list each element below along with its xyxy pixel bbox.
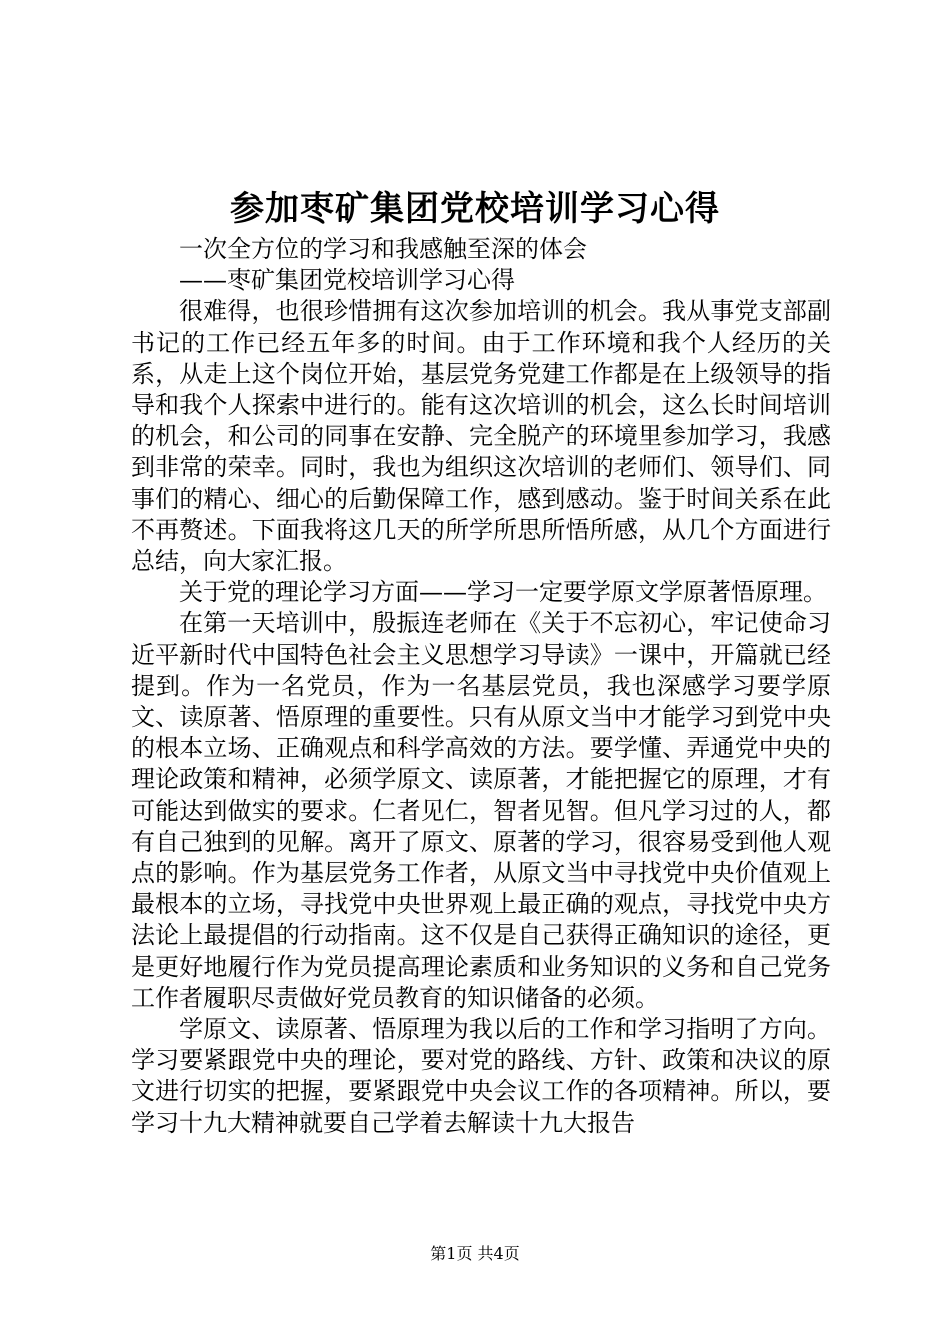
body-paragraph: 学原文、读原著、悟原理为我以后的工作和学习指明了方向。学习要紧跟党中央的理论，要对党的路线、方针、政策和决议的原文进行切实的把握，要紧跟党中央会议工作的各项精神。所以，要学习十九大精神就要自己学着去解读十九大报告 bbox=[131, 1015, 831, 1137]
body-paragraph: 在第一天培训中，殷振连老师在《关于不忘初心，牢记使命习近平新时代中国特色社会主义思想学习导读》一课中，开篇就已经提到。作为一名党员，作为一名基层党员，我也深感学习要学原文、读原著、悟原理的重要性。只有从原文当中才能学习到党中央的根本立场、正确观点和科学高效的方法。要学懂、弄通党中央的理论政策和精神，必须学原文、读原著，才能把握它的原理，才有可能达到做实的要求。仁者见仁，智者见智。但凡学习过的人，都有自己独到的见解。离开了原文、原著的学习，很容易受到他人观点的影响。作为基层党务工作者，从原文当中寻找党中央价值观上最根本的立场，寻找党中央世界观上最正确的观点，寻找党中央方法论上最提倡的行动指南。这不仅是自己获得正确知识的途径，更是更好地履行作为党员提高理论素质和业务知识的义务和自己党务工作者履职尽责做好党员教育的知识储备的必须。 bbox=[131, 609, 831, 1012]
document-title: 参加枣矿集团党校培训学习心得 bbox=[230, 189, 720, 229]
subtitle-line: ——枣矿集团党校培训学习心得 bbox=[179, 266, 515, 295]
body-paragraph: 很难得，也很珍惜拥有这次参加培训的机会。我从事党支部副书记的工作已经五年多的时间。由于工作环境和我个人经历的关系，从走上这个岗位开始，基层党务党建工作都是在上级领导的指导和我个人探索中进行的。能有这次培训的机会，这么长时间培训的机会，和公司的同事在安静、完全脱产的环境里参加学习，我感到非常的荣幸。同时，我也为组织这次培训的老师们、领导们、同事们的精心、细心的后勤保障工作，感到感动。鉴于时间关系在此不再赘述。下面我将这几天的所学所思所悟所感，从几个方面进行总结，向大家汇报。 bbox=[131, 297, 831, 576]
page-number-footer: 第1页 共4页 bbox=[430, 1244, 520, 1263]
section-heading: 关于党的理论学习方面——学习一定要学原文学原著悟原理。 bbox=[179, 578, 827, 607]
subtitle-line: 一次全方位的学习和我感触至深的体会 bbox=[179, 235, 587, 263]
document-body bbox=[131, 234, 831, 1139]
